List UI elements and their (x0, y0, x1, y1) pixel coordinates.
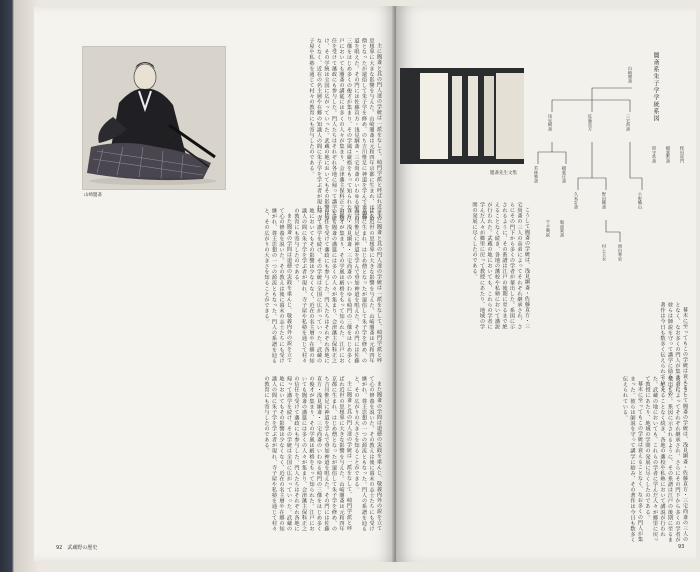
upper-text-block (232, 38, 382, 226)
tree-node: 佐藤直方 (588, 114, 593, 131)
tree-node: 浅見絅斎 (548, 114, 553, 131)
tree-node: 稲葉黙斎 (666, 146, 671, 163)
lower-text-block (46, 376, 382, 536)
page-folio-left: 92 武蔵野の歴史 (56, 545, 98, 551)
middle-text-block (46, 208, 382, 366)
portrait-caption: 山崎闇斎 (84, 193, 102, 198)
left-page (34, 6, 396, 562)
page-folio-right: 93 (678, 544, 685, 550)
right-lower-text-block (404, 376, 688, 546)
body-paragraph: 幕末に至ってもこの学統は衰えることなく、なお多くの門人が集まった。彼らは師説を守って講学に励み、その著作は今日も数多く伝えられている。 (659, 302, 688, 397)
photo-caption: 闇斎先生文集 (490, 171, 517, 176)
genealogy-title: 闇斎系朱子学学統系図 (652, 52, 659, 122)
document-photo (400, 68, 524, 164)
body-paragraph: また闇斎の学問は道徳の実践を重んじ、敬義内外の説を立てて心の修養を説いた。その教えは後に幕末の志士たちにも受け継がれ、尊王思想の一つの源流ともなった。門人の系譜を辿ると、その広がりの大きさを知ることができる。 (353, 376, 382, 532)
tree-node: 稲葉迂斎 (562, 166, 567, 183)
tree-node: 三宅尚斎 (626, 114, 631, 131)
body-paragraph: 幕末に至ってもこの学統は衰えることなく、なお多くの門人が集まった。彼らは師説を守って講学に励み、その著作は今日も数多く伝えられている。 (622, 376, 643, 543)
tree-node: 岡田寒泉 (618, 244, 623, 261)
body-paragraph: また闇斎の学問は道徳の実践を重んじ、敬義内外の説を立てて心の修養を説いた。その教えは後に幕末の志士たちにも受け継がれ、尊王思想の一つの源流ともなった。門人の系譜を辿ると、その広がりの大きさを知ることができる。 (263, 208, 292, 364)
body-paragraph: こうして闇斎の学統は、浅見絅斎・佐藤直方・三宅尚斎の三人の高弟によってそれぞれ継承され、さらにその門下から多くの学者が輩出した。系図に示されるように、その系譜は江戸の後期に至るまで絶えることなく続き、各地の藩校や私塾において講説が行われた。武蔵の地においても、これらの学者に学んだ人々が郷里に戻って教授にあたり、地域の学問の発展に尽くしたのである。 (471, 202, 530, 330)
tree-node: 小野鶴山 (638, 192, 643, 209)
tree-node: 留守希斎 (652, 146, 657, 163)
tree-node: 久米訂斎 (574, 192, 579, 209)
tree-node: 若林強斎 (534, 166, 539, 183)
tree-node: 山崎闇斎 (628, 66, 633, 83)
body-paragraph: 主に闇斎と其の門人達の学統は一派をなして、崎門学派と呼ばれ近世の思想界に大きな影響を与えた。山崎闇斎は元和四年京都に生まれ、はじめ僧となったが還俗して朱子学を修め、のち吉川惟足に神道を学んで垂加神道を唱えた。その門には佐藤直方・浅見絅斎・三宅尚斎のいわゆる崎門の三傑をはじめ多くの俊才が集まり、その学風は厳格をもって知られた。江戸においても闇斎の講筵には多くの人々が集まり、会津藩主保科正之の信任を受けて藩政にも参与した。門人たちはそれぞれ各地に帰って講学を続け、その学統は全国に広がっていった。武蔵の地においてもその影響は少なくなく、近在の名主層や在郷の知識人の間に朱子学を学ぶ者が現れ、寺子屋や私塾を通じて村々の教育にも寄与したのである。 (293, 208, 382, 364)
right-page (396, 6, 696, 562)
tree-node: 桜田虎門 (680, 146, 685, 163)
tree-node: 野田剛斎 (602, 192, 607, 209)
tree-node: 千手興欽 (546, 220, 551, 237)
body-paragraph: こうして闇斎の学統は、浅見絅斎・佐藤直方・三宅尚斎の三人の高弟によってそれぞれ継承され、さらにその門下から多くの学者が輩出した。系図に示されるように、その系譜は江戸の後期に至るまで絶えることなく続き、各地の藩校や私塾において講説が行われた。武蔵の地においても、これらの学者に学んだ人々が郷里に戻って教授にあたり、地域の学問の発展に尽くしたのである。 (644, 376, 688, 543)
body-paragraph: 主に闇斎と其の門人達の学統は一派をなして、崎門学派と呼ばれ近世の思想界に大きな影響を与えた。山崎闇斎は元和四年京都に生まれ、はじめ僧となったが還俗して朱子学を修め、のち吉川惟足に神道を学んで垂加神道を唱えた。その門には佐藤直方・浅見絅斎・三宅尚斎のいわゆる崎門の三傑をはじめ多くの俊才が集まり、その学風は厳格をもって知られた。江戸においても闇斎の講筵には多くの人々が集まり、会津藩主保科正之の信任を受けて藩政にも参与した。門人たちはそれぞれ各地に帰って講学を続け、その学統は全国に広がっていった。武蔵の地においてもその影響は少なくなく、近在の名主層や在郷の知識人の間に朱子学を学ぶ者が現れ、寺子屋や私塾を通じて村々の教育にも寄与したのである。 (308, 38, 382, 222)
portrait-illustration (82, 46, 226, 190)
tree-node: 村士玉水 (602, 244, 607, 261)
body-paragraph: 主に闇斎と其の門人達の学統は一派をなして、崎門学派と呼ばれ近世の思想界に大きな影響を与えた。山崎闇斎は元和四年京都に生まれ、はじめ僧となったが還俗して朱子学を修め、のち吉川惟足に神道を学んで垂加神道を唱えた。その門には佐藤直方・浅見絅斎・三宅尚斎のいわゆる崎門の三傑をはじめ多くの俊才が集まり、その学風は厳格をもって知られた。江戸においても闇斎の講筵には多くの人々が集まり、会津藩主保科正之の信任を受けて藩政にも参与した。門人たちはそれぞれ各地に帰って講学を続け、その学統は全国に広がっていった。武蔵の地においてもその影響は少なくなく、近在の名主層や在郷の知識人の間に朱子学を学ぶ者が現れ、寺子屋や私塾を通じて村々の教育にも寄与したのである。 (263, 376, 352, 532)
tree-node: 服部栗斎 (560, 220, 565, 237)
